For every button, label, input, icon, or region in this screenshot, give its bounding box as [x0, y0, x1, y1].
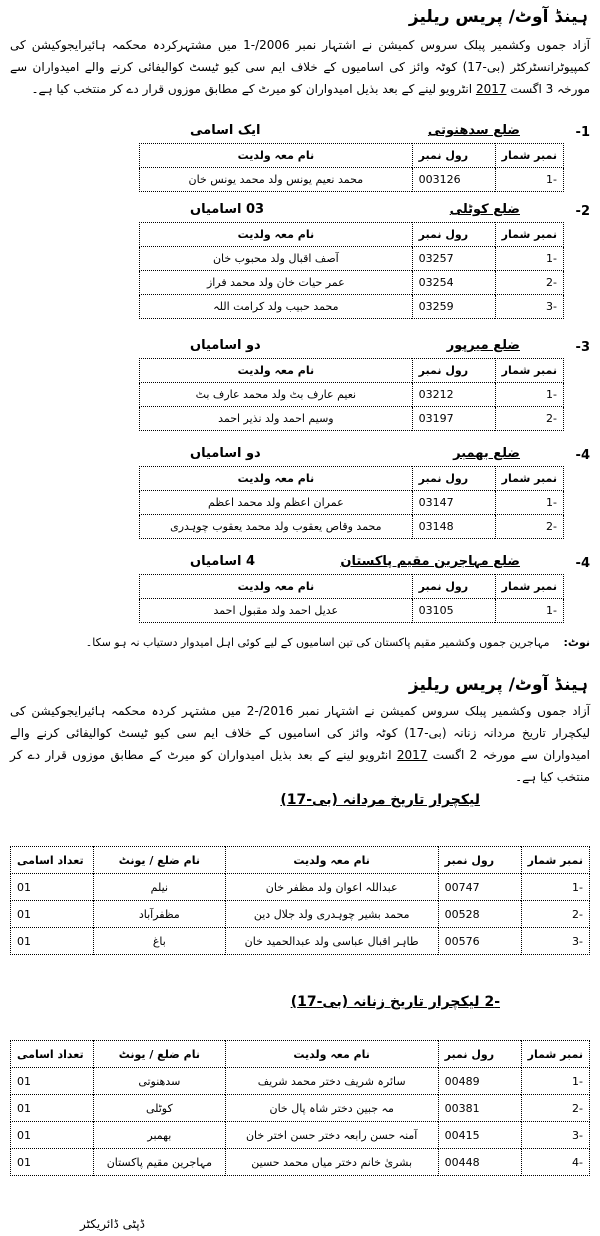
roll-cell: 03259: [412, 295, 495, 319]
header-count: تعداد اسامی: [11, 847, 94, 874]
table-header-row: [140, 359, 564, 383]
release2-title: ہینڈ آوٹ/ پریس ریلیز: [408, 675, 588, 695]
post-count: 03 اسامیاں: [190, 202, 265, 217]
name-cell: عبداللہ اعوان ولد مظفر خان: [225, 874, 438, 901]
header-roll: رول نمبر: [412, 223, 495, 247]
header-serial: نمبر شمار: [521, 847, 589, 874]
name-cell: مہ جبین دختر شاہ پال خان: [225, 1095, 438, 1122]
section-heading: [190, 123, 520, 141]
header-name: نام معہ ولدیت: [140, 575, 413, 599]
table-row: [140, 295, 564, 319]
serial-cell: -1: [495, 247, 563, 271]
table-row: [140, 407, 564, 431]
serial-cell: -3: [521, 1122, 589, 1149]
serial-cell: -1: [495, 491, 563, 515]
release1-paragraph-part-a: آزاد جموں وکشمیر پبلک سروس کمیشن نے اشتہار نمبر 2006/-1 میں مشتہرکردہ محکمہ ہائیرایجوکیشن کی کمپیوٹرانسٹرکٹر (بی-17) کوٹہ وائز کی اسامیوں کے خلاف ایم سی کیو ٹیسٹ کوالیفائی کرنے والے امیدواران سے مورخہ 3 اگست: [10, 38, 590, 96]
name-cell: سائرہ شریف دختر محمد شریف: [225, 1068, 438, 1095]
roll-cell: 00747: [438, 874, 521, 901]
name-cell: عمر حیات خان ولد محمد فراز: [140, 271, 413, 295]
table-row: [11, 901, 590, 928]
name-cell: محمد نعیم یونس ولد محمد یونس خان: [140, 168, 413, 192]
serial-cell: -1: [495, 168, 563, 192]
count-cell: 01: [11, 901, 94, 928]
lecturer-female-table: [10, 1040, 590, 1176]
note-label: نوٹ:: [563, 636, 590, 649]
count-cell: 01: [11, 1095, 94, 1122]
serial-cell: -2: [521, 901, 589, 928]
serial-cell: -1: [521, 1068, 589, 1095]
post-count: دو اسامیاں: [190, 338, 261, 353]
release1-paragraph-year: 2017: [475, 82, 507, 96]
candidate-table: [139, 143, 564, 192]
name-cell: آصف اقبال ولد محبوب خان: [140, 247, 413, 271]
roll-cell: 03254: [412, 271, 495, 295]
header-serial: نمبر شمار: [495, 467, 563, 491]
table-header-row: [11, 1041, 590, 1068]
header-count: تعداد اسامی: [11, 1041, 94, 1068]
candidate-table: [139, 466, 564, 539]
serial-cell: -1: [521, 874, 589, 901]
roll-cell: 03257: [412, 247, 495, 271]
name-cell: وسیم احمد ولد نذیر احمد: [140, 407, 413, 431]
name-cell: محمد حبیب ولد کرامت اللہ: [140, 295, 413, 319]
lecturer-female-heading: -2 لیکچرار تاریخ زنانہ (بی-17): [290, 994, 500, 1010]
name-cell: بشریٰ خانم دختر میاں محمد حسین: [225, 1149, 438, 1176]
roll-cell: 00576: [438, 928, 521, 955]
count-cell: 01: [11, 1149, 94, 1176]
table-row: [11, 1149, 590, 1176]
header-roll: رول نمبر: [438, 1041, 521, 1068]
serial-cell: -2: [521, 1095, 589, 1122]
count-cell: 01: [11, 1068, 94, 1095]
serial-cell: -1: [495, 599, 563, 623]
table-row: [11, 1095, 590, 1122]
section-number: -4: [575, 556, 590, 571]
roll-cell: 00448: [438, 1149, 521, 1176]
candidate-table: [139, 574, 564, 623]
roll-cell: 03147: [412, 491, 495, 515]
note-text: مہاجرین جموں وکشمیر مقیم پاکستان کی تین اسامیوں کے لیے کوئی اہل امیدوار دستیاب نہ ہو سکا۔: [85, 636, 550, 649]
district-name: ضلع بھمبر: [453, 446, 520, 461]
serial-cell: -4: [521, 1149, 589, 1176]
header-name: نام معہ ولدیت: [140, 467, 413, 491]
roll-cell: 003126: [412, 168, 495, 192]
serial-cell: -2: [495, 515, 563, 539]
section-number: -3: [575, 340, 590, 355]
count-cell: 01: [11, 1122, 94, 1149]
header-roll: رول نمبر: [438, 847, 521, 874]
table-row: [140, 491, 564, 515]
header-district: نام ضلع / یونٹ: [94, 847, 226, 874]
district-cell: نیلم: [94, 874, 226, 901]
roll-cell: 03148: [412, 515, 495, 539]
district-cell: مظفرآباد: [94, 901, 226, 928]
serial-cell: -2: [495, 407, 563, 431]
header-district: نام ضلع / یونٹ: [94, 1041, 226, 1068]
serial-cell: -2: [495, 271, 563, 295]
section-number: -1: [575, 125, 590, 140]
section-number: -4: [575, 448, 590, 463]
header-serial: نمبر شمار: [495, 575, 563, 599]
name-cell: عدیل احمد ولد مقبول احمد: [140, 599, 413, 623]
serial-cell: -3: [521, 928, 589, 955]
roll-cell: 00381: [438, 1095, 521, 1122]
district-cell: بھمبر: [94, 1122, 226, 1149]
section-heading: [190, 554, 520, 572]
table-row: [11, 874, 590, 901]
release1-paragraph-part-b: انٹرویو لینے کے بعد بذیل امیدواران کو میرٹ کے مطابق موزوں قرار دے کر منتخب کیا ہے۔: [31, 82, 473, 96]
table-row: [140, 383, 564, 407]
name-cell: محمد بشیر چوہدری ولد جلال دین: [225, 901, 438, 928]
header-roll: رول نمبر: [412, 144, 495, 168]
roll-cell: 00489: [438, 1068, 521, 1095]
district-name: ضلع سدھنوتی: [427, 123, 520, 138]
section-heading: [190, 202, 520, 220]
name-cell: طاہر اقبال عباسی ولد عبدالحمید خان: [225, 928, 438, 955]
header-roll: رول نمبر: [412, 467, 495, 491]
name-cell: عمران اعظم ولد محمد اعظم: [140, 491, 413, 515]
header-name: نام معہ ولدیت: [225, 1041, 438, 1068]
name-cell: آمنہ حسن رابعہ دختر حسن اختر خان: [225, 1122, 438, 1149]
district-cell: سدھنوتی: [94, 1068, 226, 1095]
header-name: نام معہ ولدیت: [140, 359, 413, 383]
header-serial: نمبر شمار: [495, 223, 563, 247]
post-count: ایک اسامی: [190, 123, 261, 138]
release2-paragraph: [10, 700, 590, 788]
table-row: [11, 928, 590, 955]
candidate-table: [139, 358, 564, 431]
name-cell: محمد وقاص یعقوب ولد محمد یعقوب چوہدری: [140, 515, 413, 539]
section-heading: [190, 446, 520, 464]
table-header-row: [140, 575, 564, 599]
release1-title: ہینڈ آوٹ/ پریس ریلیز: [408, 7, 588, 27]
candidate-table: [139, 222, 564, 319]
roll-cell: 00415: [438, 1122, 521, 1149]
table-header-row: [11, 847, 590, 874]
signature-designation: ڈپٹی ڈائریکٹر: [80, 1217, 145, 1231]
district-cell: باغ: [94, 928, 226, 955]
header-serial: نمبر شمار: [495, 144, 563, 168]
table-row: [140, 168, 564, 192]
post-count: دو اسامیاں: [190, 446, 261, 461]
release1-paragraph: [10, 34, 590, 100]
section-heading: [190, 338, 520, 356]
district-cell: مہاجرین مقیم پاکستان: [94, 1149, 226, 1176]
district-name: ضلع کوٹلی: [449, 202, 520, 217]
lecturer-male-table: [10, 846, 590, 955]
note: [86, 636, 590, 649]
table-header-row: [140, 223, 564, 247]
header-roll: رول نمبر: [412, 575, 495, 599]
header-name: نام معہ ولدیت: [140, 223, 413, 247]
table-row: [11, 1122, 590, 1149]
table-row: [140, 515, 564, 539]
serial-cell: -3: [495, 295, 563, 319]
district-cell: کوٹلی: [94, 1095, 226, 1122]
post-count: 4 اسامیاں: [190, 554, 256, 569]
header-serial: نمبر شمار: [521, 1041, 589, 1068]
district-name: ضلع مہاجرین مقیم پاکستان: [340, 554, 520, 569]
roll-cell: 00528: [438, 901, 521, 928]
district-name: ضلع میرپور: [446, 338, 520, 353]
release2-paragraph-part-b: انٹرویو لینے کے بعد بذیل امیدواران کو میرٹ کے مطابق موزوں قرار دے کر منتخب کیا ہے۔: [10, 748, 590, 784]
table-row: [140, 247, 564, 271]
header-name: نام معہ ولدیت: [225, 847, 438, 874]
lecturer-male-heading: لیکچرار تاریخ مردانہ (بی-17): [280, 792, 480, 808]
section-number: -2: [575, 204, 590, 219]
table-header-row: [140, 144, 564, 168]
table-row: [11, 1068, 590, 1095]
roll-cell: 03197: [412, 407, 495, 431]
table-row: [140, 599, 564, 623]
count-cell: 01: [11, 874, 94, 901]
count-cell: 01: [11, 928, 94, 955]
release2-paragraph-year: 2017: [396, 748, 428, 762]
roll-cell: 03105: [412, 599, 495, 623]
header-serial: نمبر شمار: [495, 359, 563, 383]
serial-cell: -1: [495, 383, 563, 407]
table-row: [140, 271, 564, 295]
header-name: نام معہ ولدیت: [140, 144, 413, 168]
table-header-row: [140, 467, 564, 491]
release2-paragraph-part-a: آزاد جموں وکشمیر پبلک سروس کمیشن نے اشتہار نمبر 2016/-2 میں مشتہر کردہ محکمہ ہائیرایجوکیشن کی لیکچرار تاریخ مردانہ زنانہ (بی-17) کوٹہ وائز کی اسامیوں کے خلاف ایم سی کیو ٹیسٹ کوالیفائی کرنے والے امیدواران سے مورخہ 2 اگست: [10, 704, 591, 762]
header-roll: رول نمبر: [412, 359, 495, 383]
roll-cell: 03212: [412, 383, 495, 407]
name-cell: نعیم عارف بٹ ولد محمد عارف بٹ: [140, 383, 413, 407]
